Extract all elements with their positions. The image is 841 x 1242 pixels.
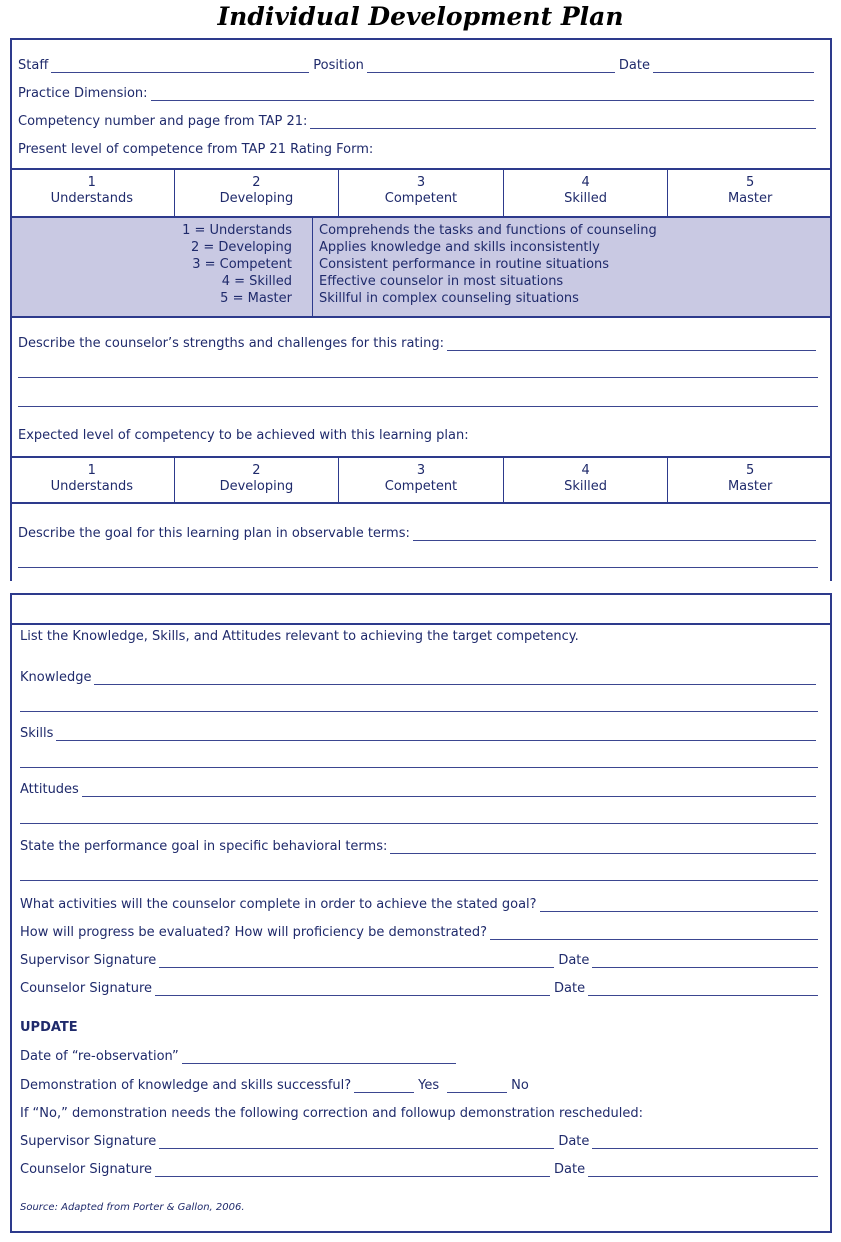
goal-row <box>18 526 820 541</box>
expected-option-4[interactable]: 4 Skilled <box>503 458 668 502</box>
knowledge-line-2[interactable] <box>20 711 818 712</box>
section-header-border <box>10 623 832 625</box>
strengths-field[interactable] <box>447 339 816 351</box>
rating-legend <box>12 218 830 316</box>
attitudes-field[interactable] <box>82 785 816 797</box>
source-citation: Source: Adapted from Porter & Gallon, 2006. <box>20 1202 245 1213</box>
performance-field[interactable] <box>390 842 816 854</box>
scale-option-5[interactable]: 5 Master <box>667 170 832 216</box>
knowledge-row <box>20 670 820 685</box>
activities-row <box>20 897 822 912</box>
position-field[interactable] <box>367 61 615 73</box>
date-field[interactable] <box>653 61 814 73</box>
skills-label: Skills <box>20 726 54 741</box>
supervisor-date-label: Date <box>558 953 590 968</box>
competency-row <box>18 114 820 129</box>
scale-option-1[interactable]: 1 Understands <box>50 175 134 206</box>
expected-row <box>18 428 818 443</box>
progress-label: How will progress be evaluated? How will proficiency be demonstrated? <box>20 925 488 940</box>
update-supervisor-signature-row <box>20 1134 822 1149</box>
reobservation-row <box>20 1049 460 1064</box>
expected-option-1[interactable]: 1 Understands <box>50 463 134 494</box>
expected-option-2[interactable]: 2 Developing <box>174 458 339 502</box>
strengths-line-2[interactable] <box>18 377 818 378</box>
date-label: Date <box>618 58 650 73</box>
present-level-scale <box>10 168 832 218</box>
no-field[interactable] <box>447 1081 507 1093</box>
counselor-signature-row <box>20 981 822 996</box>
goal-field[interactable] <box>413 529 816 541</box>
legend-keys: 1 = Understands 2 = Developing 3 = Competent 4 = Skilled 5 = Master <box>182 223 292 306</box>
skills-row <box>20 726 820 741</box>
present-level-label: Present level of competence from TAP 21 Rating Form: <box>18 142 374 157</box>
scale-option-3[interactable]: 3 Competent <box>338 170 503 216</box>
update-supervisor-signature-label: Supervisor Signature <box>20 1134 157 1149</box>
update-counselor-signature-row <box>20 1162 822 1177</box>
competency-field[interactable] <box>310 117 816 129</box>
update-supervisor-signature-field[interactable] <box>159 1137 554 1149</box>
update-counselor-signature-field[interactable] <box>155 1165 550 1177</box>
attitudes-label: Attitudes <box>20 782 79 797</box>
page-title: Individual Development Plan <box>217 2 624 31</box>
present-level-row <box>18 142 818 157</box>
counselor-date-field[interactable] <box>588 984 818 996</box>
supervisor-date-field[interactable] <box>592 956 818 968</box>
supervisor-signature-row <box>20 953 822 968</box>
demonstration-label: Demonstration of knowledge and skills successful? <box>20 1078 352 1093</box>
expected-option-5[interactable]: 5 Master <box>667 458 832 502</box>
strengths-row <box>18 336 820 351</box>
update-heading: UPDATE <box>20 1020 78 1035</box>
attitudes-row <box>20 782 820 797</box>
skills-field[interactable] <box>56 729 816 741</box>
update-counselor-date-field[interactable] <box>588 1165 818 1177</box>
practice-field[interactable] <box>151 89 814 101</box>
skills-line-2[interactable] <box>20 767 818 768</box>
staff-label: Staff <box>18 58 49 73</box>
supervisor-signature-field[interactable] <box>159 956 554 968</box>
progress-row <box>20 925 822 940</box>
performance-label: State the performance goal in specific behavioral terms: <box>20 839 388 854</box>
scale-option-4[interactable]: 4 Skilled <box>503 170 668 216</box>
ksa-intro-row <box>20 629 820 644</box>
attitudes-line-2[interactable] <box>20 823 818 824</box>
supervisor-signature-label: Supervisor Signature <box>20 953 157 968</box>
activities-label: What activities will the counselor complete in order to achieve the stated goal? <box>20 897 537 912</box>
knowledge-label: Knowledge <box>20 670 92 685</box>
knowledge-field[interactable] <box>94 673 816 685</box>
progress-field[interactable] <box>490 928 818 940</box>
position-label: Position <box>313 58 364 73</box>
no-label: No <box>511 1078 529 1093</box>
strengths-label: Describe the counselor’s strengths and challenges for this rating: <box>18 336 445 351</box>
legend-descriptions: Comprehends the tasks and functions of counseling Applies knowledge and skills inconsistently Consistent performance in routine situations Effective counselor in most situations Skillful in complex counseling situations <box>312 218 830 316</box>
update-supervisor-date-field[interactable] <box>592 1137 818 1149</box>
yes-field[interactable] <box>354 1081 414 1093</box>
update-counselor-signature-label: Counselor Signature <box>20 1162 153 1177</box>
reobservation-field[interactable] <box>182 1052 456 1064</box>
performance-line-2[interactable] <box>20 880 818 881</box>
counselor-signature-field[interactable] <box>155 984 550 996</box>
yes-label: Yes <box>418 1078 440 1093</box>
staff-row <box>18 58 818 73</box>
expected-label: Expected level of competency to be achieved with this learning plan: <box>18 428 469 443</box>
activities-field[interactable] <box>540 900 818 912</box>
goal-line-2[interactable] <box>18 567 818 568</box>
goal-label: Describe the goal for this learning plan in observable terms: <box>18 526 410 541</box>
demonstration-row <box>20 1078 580 1093</box>
counselor-signature-label: Counselor Signature <box>20 981 153 996</box>
ksa-intro-label: List the Knowledge, Skills, and Attitudes relevant to achieving the target competency. <box>20 629 579 644</box>
counselor-date-label: Date <box>554 981 586 996</box>
if-no-label: If “No,” demonstration needs the following correction and followup demonstration rescheduled: <box>20 1106 643 1121</box>
practice-row <box>18 86 818 101</box>
practice-label: Practice Dimension: <box>18 86 148 101</box>
reobservation-label: Date of “re-observation” <box>20 1049 179 1064</box>
update-heading-row <box>20 1020 220 1035</box>
expected-level-scale <box>10 456 832 504</box>
strengths-line-3[interactable] <box>18 406 818 407</box>
scale-option-2[interactable]: 2 Developing <box>174 170 339 216</box>
expected-option-3[interactable]: 3 Competent <box>338 458 503 502</box>
competency-label: Competency number and page from TAP 21: <box>18 114 308 129</box>
update-supervisor-date-label: Date <box>558 1134 590 1149</box>
if-no-row <box>20 1106 820 1121</box>
update-counselor-date-label: Date <box>554 1162 586 1177</box>
performance-row <box>20 839 820 854</box>
legend-bottom-border <box>10 316 832 318</box>
staff-field[interactable] <box>51 61 309 73</box>
